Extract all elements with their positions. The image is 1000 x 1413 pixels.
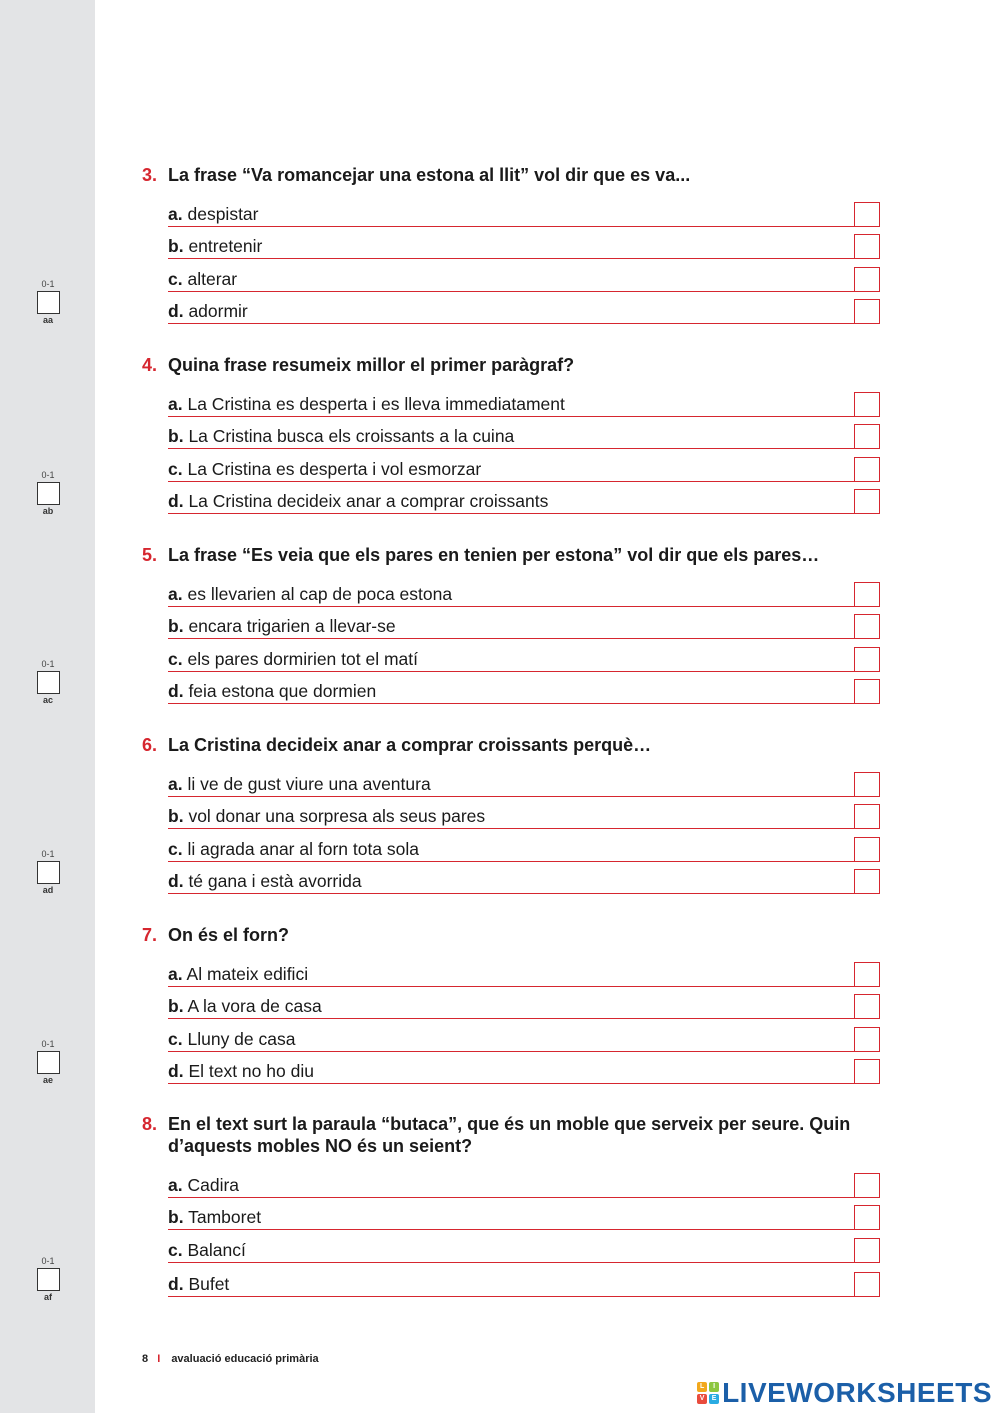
margin-strip: [0, 0, 95, 1413]
score-box-ab[interactable]: [34, 470, 62, 517]
option-text: té gana i està avorrida: [188, 871, 362, 891]
option-text: feia estona que dormien: [188, 681, 377, 701]
options-list: [142, 194, 882, 324]
option-letter: c.: [168, 648, 183, 669]
option-letter: a.: [168, 963, 183, 984]
option-text: Bufet: [188, 1273, 230, 1294]
options-list: [142, 574, 882, 704]
option-letter: c.: [168, 458, 183, 479]
answer-checkbox[interactable]: [854, 837, 880, 862]
option-letter: b.: [168, 236, 184, 256]
option-letter: d.: [168, 301, 184, 321]
footer-title: avaluació educació primària: [171, 1353, 319, 1365]
answer-checkbox[interactable]: [854, 392, 880, 417]
option-a: [168, 954, 880, 987]
answer-checkbox[interactable]: [854, 267, 880, 292]
option-letter: b.: [168, 806, 184, 826]
question-8: [142, 1113, 882, 1297]
answer-checkbox[interactable]: [854, 1272, 880, 1297]
question-4: [142, 354, 882, 514]
option-text: els pares dormirien tot el matí: [187, 648, 418, 669]
option-text: A la vora de casa: [187, 996, 322, 1016]
score-range: 0-1: [41, 1039, 55, 1049]
option-letter: a.: [168, 583, 183, 604]
page-number: 8: [142, 1353, 149, 1365]
question-3: [142, 164, 882, 324]
score-checkbox[interactable]: [37, 861, 60, 884]
question-7: [142, 924, 882, 1084]
question-text: En el text surt la paraula “butaca”, que és un moble que serveix per seure. Quin d’aquests mobles NO és un seient?: [168, 1114, 851, 1156]
option-d: [168, 482, 880, 515]
logo-tile: V: [697, 1394, 707, 1404]
score-checkbox[interactable]: [37, 1268, 60, 1291]
option-b: [168, 1198, 880, 1231]
option-letter: a.: [168, 773, 183, 794]
option-text: encara trigarien a llevar-se: [188, 616, 396, 636]
logo-grid-icon: [697, 1382, 719, 1404]
answer-checkbox[interactable]: [854, 869, 880, 894]
option-a: [168, 1165, 880, 1198]
option-c: [168, 1230, 880, 1263]
question-text: La frase “Va romancejar una estona al llit” vol dir que es va...: [168, 165, 691, 185]
option-letter: d.: [168, 1061, 184, 1081]
score-code: ad: [42, 885, 54, 895]
option-letter: a.: [168, 393, 183, 414]
option-text: La Cristina decideix anar a comprar croissants: [188, 491, 549, 511]
options-list: [142, 384, 882, 514]
answer-checkbox[interactable]: [854, 1205, 880, 1230]
option-text: Balancí: [187, 1239, 246, 1260]
question-number: 7.: [142, 925, 158, 945]
option-text: Al mateix edifici: [186, 963, 309, 984]
score-box-ae[interactable]: [34, 1039, 62, 1086]
question-text: La Cristina decideix anar a comprar croissants perquè…: [168, 735, 652, 755]
score-code: af: [43, 1292, 52, 1302]
option-d: [168, 1263, 880, 1297]
option-text: adormir: [188, 301, 248, 321]
logo-text: LIVEWORKSHEETS: [722, 1377, 992, 1408]
option-letter: c.: [168, 838, 183, 859]
question-number: 8.: [142, 1114, 158, 1134]
option-text: vol donar una sorpresa als seus pares: [188, 806, 486, 826]
score-code: ae: [42, 1075, 53, 1085]
question-title: [142, 544, 882, 566]
option-a: [168, 764, 880, 797]
option-c: [168, 829, 880, 862]
option-letter: c.: [168, 268, 183, 289]
option-d: [168, 292, 880, 325]
score-checkbox[interactable]: [37, 291, 60, 314]
score-range: 0-1: [41, 849, 55, 859]
score-box-ac[interactable]: [34, 659, 62, 706]
logo-tile: I: [709, 1382, 719, 1392]
option-b: [168, 227, 880, 260]
score-range: 0-1: [41, 279, 55, 289]
answer-checkbox[interactable]: [854, 1059, 880, 1084]
question-number: 3.: [142, 165, 158, 185]
option-letter: b.: [168, 616, 184, 636]
score-checkbox[interactable]: [37, 482, 60, 505]
question-6: [142, 734, 882, 894]
option-letter: d.: [168, 871, 184, 891]
option-d: [168, 1052, 880, 1085]
option-b: [168, 607, 880, 640]
answer-checkbox[interactable]: [854, 679, 880, 704]
option-c: [168, 449, 880, 482]
option-text: alterar: [187, 268, 238, 289]
option-letter: d.: [168, 681, 184, 701]
question-number: 6.: [142, 735, 158, 755]
option-text: es llevarien al cap de poca estona: [187, 583, 453, 604]
option-c: [168, 639, 880, 672]
logo-tile: L: [697, 1382, 707, 1392]
options-list: [142, 1165, 882, 1297]
option-text: El text no ho diu: [188, 1061, 314, 1081]
option-letter: a.: [168, 203, 183, 224]
answer-checkbox[interactable]: [854, 582, 880, 607]
option-d: [168, 862, 880, 895]
score-box-af[interactable]: [34, 1256, 62, 1303]
option-letter: b.: [168, 426, 184, 446]
option-b: [168, 417, 880, 450]
footer-separator: I: [157, 1353, 161, 1365]
question-title: [142, 924, 882, 946]
option-d: [168, 672, 880, 705]
question-text: Quina frase resumeix millor el primer paràgraf?: [168, 355, 575, 375]
option-text: La Cristina es desperta i vol esmorzar: [187, 458, 482, 479]
answer-checkbox[interactable]: [854, 234, 880, 259]
option-letter: b.: [168, 996, 184, 1016]
score-box-ad[interactable]: [34, 849, 62, 896]
question-title: [142, 354, 882, 376]
score-code: ab: [42, 506, 54, 516]
question-title: [142, 164, 882, 186]
option-text: Cadira: [187, 1174, 240, 1195]
option-text: entretenir: [188, 236, 263, 256]
answer-checkbox[interactable]: [854, 457, 880, 482]
option-b: [168, 987, 880, 1020]
liveworksheets-logo: [697, 1376, 992, 1410]
option-c: [168, 259, 880, 292]
option-text: Lluny de casa: [187, 1028, 296, 1049]
option-letter: c.: [168, 1028, 183, 1049]
score-range: 0-1: [41, 659, 55, 669]
option-text: La Cristina es desperta i es lleva immediatament: [187, 393, 565, 414]
question-title: [142, 1113, 882, 1157]
question-number: 4.: [142, 355, 158, 375]
question-text: On és el forn?: [168, 925, 290, 945]
option-b: [168, 797, 880, 830]
answer-checkbox[interactable]: [854, 994, 880, 1019]
option-a: [168, 194, 880, 227]
score-checkbox[interactable]: [37, 671, 60, 694]
question-title: [142, 734, 882, 756]
option-a: [168, 384, 880, 417]
answer-checkbox[interactable]: [854, 1173, 880, 1198]
option-text: despistar: [187, 203, 259, 224]
option-c: [168, 1019, 880, 1052]
answer-checkbox[interactable]: [854, 614, 880, 639]
answer-checkbox[interactable]: [854, 1027, 880, 1052]
option-letter: a.: [168, 1174, 183, 1195]
options-list: [142, 954, 882, 1084]
answer-checkbox[interactable]: [854, 489, 880, 514]
score-range: 0-1: [41, 1256, 55, 1266]
logo-tile: E: [709, 1394, 719, 1404]
page-footer: [142, 1353, 319, 1365]
option-text: li agrada anar al forn tota sola: [187, 838, 420, 859]
option-letter: c.: [168, 1239, 183, 1260]
options-list: [142, 764, 882, 894]
score-code: ac: [42, 695, 53, 705]
option-text: li ve de gust viure una aventura: [187, 773, 431, 794]
score-code: aa: [42, 315, 53, 325]
option-letter: d.: [168, 1273, 184, 1294]
option-letter: d.: [168, 491, 184, 511]
answer-checkbox[interactable]: [854, 804, 880, 829]
score-range: 0-1: [41, 470, 55, 480]
question-number: 5.: [142, 545, 158, 565]
option-letter: b.: [168, 1207, 184, 1227]
score-box-aa[interactable]: [34, 279, 62, 326]
answer-checkbox[interactable]: [854, 647, 880, 672]
option-text: Tamboret: [188, 1207, 262, 1227]
question-text: La frase “Es veia que els pares en tenien per estona” vol dir que els pares…: [168, 545, 820, 565]
question-5: [142, 544, 882, 704]
answer-checkbox[interactable]: [854, 772, 880, 797]
answer-checkbox[interactable]: [854, 962, 880, 987]
score-checkbox[interactable]: [37, 1051, 60, 1074]
option-a: [168, 574, 880, 607]
answer-checkbox[interactable]: [854, 424, 880, 449]
answer-checkbox[interactable]: [854, 202, 880, 227]
answer-checkbox[interactable]: [854, 1238, 880, 1263]
option-text: La Cristina busca els croissants a la cuina: [188, 426, 515, 446]
answer-checkbox[interactable]: [854, 299, 880, 324]
